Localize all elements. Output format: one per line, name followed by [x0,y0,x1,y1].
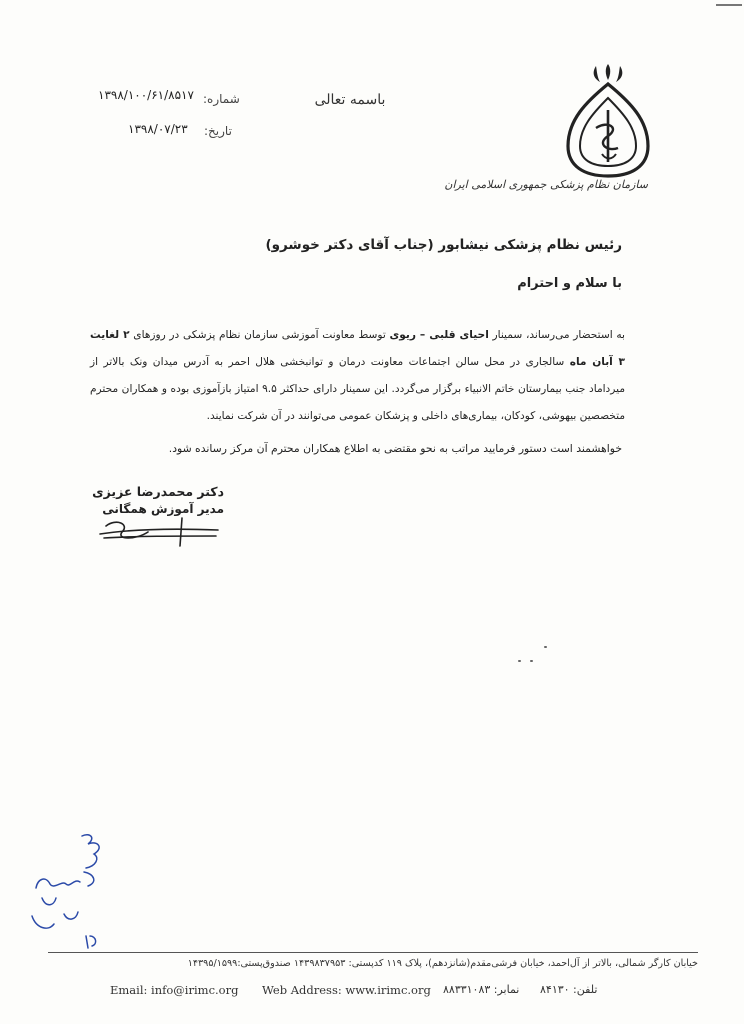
seminar-title: احیای قلبی – ریوی [389,329,489,341]
footer-fax: نمابر: ۸۸۳۳۱۰۸۳ [443,983,520,996]
signatory-title: مدیر آموزش همگانی [102,502,224,516]
body-text-2: توسط معاونت آموزشی سازمان نظام پزشکی در روزهای [129,329,390,341]
basmala: باسمه تعالی [314,92,386,108]
handwritten-note-icon [24,828,144,954]
speck [530,660,533,662]
number-label: شماره: [203,92,240,106]
body-paragraph [90,322,625,430]
signatory-name: دکتر محمدرضا عزیزی [92,484,224,499]
edge-mark [716,4,742,6]
addressee: رئیس نظام پزشکی نیشابور (جناب آقای دکتر خوشرو) [265,237,622,253]
date-label: تاریخ: [204,124,232,138]
footer-phone: تلفن: ۸۴۱۳۰ [540,983,598,996]
organization-name: سازمان نظام پزشکی جمهوری اسلامی ایران [444,178,648,191]
footer-divider [48,952,698,953]
speck [518,660,521,662]
closing-line: خواهشمند است دستور فرمایید مراتب به نحو مقتضی به اطلاع همکاران محترم آن مرکز رسانده شود. [168,442,622,455]
body-text-1: به استحضار می‌رساند، سمینار [488,329,625,341]
letter-number: ۱۳۹۸/۱۰۰/۶۱/۸۵۱۷ [98,88,194,102]
irimc-logo-icon [556,62,660,186]
greeting: با سلام و احترام [517,276,622,291]
seminar-dates: ۲ لغایت ۳ آبان ماه [90,329,625,368]
footer-email: Email: info@irimc.org [110,983,239,997]
letter-date: ۱۳۹۸/۰۷/۲۳ [128,122,188,136]
footer-web-address: Web Address: www.irimc.org [262,983,431,997]
body-text-3: سالجاری در محل سالن اجتماعات معاونت درمان و توانبخشی هلال احمر به آدرس میدان ونک بالاتر از میرداماد جنب بیمارستان خاتم الانبیاء برگزار می‌گردد. این سمینار دارای حداکثر ۹.۵ امتیاز بازآموزی بوده و همکاران محترم متخصصین بیهوشی، کودکان، بیماری‌های داخلی و پزشکان عمومی می‌توانند در آن شرکت نمایند. [90,356,625,422]
speck [544,646,547,648]
signature-scribble-icon [96,510,222,550]
footer-address: خیابان کارگر شمالی، بالاتر از آل‌احمد، خیابان فرشی‌مقدم(شانزدهم)، پلاک ۱۱۹ کدپستی: ۱۴۳۹۸۳۷۹۵۳ صندوق‌پستی:۱۴۳۹۵/۱۵۹۹ [187,958,698,969]
